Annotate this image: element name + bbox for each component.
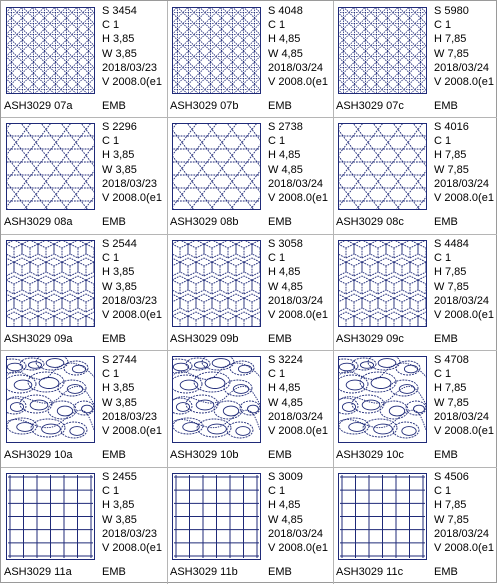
stitch-pattern-preview xyxy=(172,473,261,560)
stitch-count: S 3058 xyxy=(268,238,303,250)
stitch-count: S 2544 xyxy=(102,238,137,250)
design-version: V 2008.0(e1 xyxy=(268,425,328,437)
design-height: H 3,85 xyxy=(102,149,135,162)
design-height: H 7,85 xyxy=(434,33,467,46)
design-cell[interactable] xyxy=(333,234,497,350)
stitch-count: S 2738 xyxy=(268,121,303,133)
design-filename: ASH3029 10b xyxy=(170,449,239,461)
stitch-pattern-preview xyxy=(338,123,427,210)
design-filetype: EMB xyxy=(434,333,458,345)
design-cell[interactable] xyxy=(167,350,333,467)
stitch-pattern-preview xyxy=(338,7,427,94)
design-height: H 3,85 xyxy=(102,382,135,395)
design-date: 2018/03/23 xyxy=(102,527,158,540)
row-divider xyxy=(1,467,497,468)
design-thumbnail[interactable] xyxy=(338,123,427,210)
color-count: C 1 xyxy=(268,19,286,32)
stitch-pattern-preview xyxy=(6,240,95,327)
design-date: 2018/03/23 xyxy=(102,177,158,190)
design-version: V 2008.0(e1 xyxy=(102,309,162,321)
stitch-pattern-preview xyxy=(6,356,95,443)
design-thumbnail[interactable] xyxy=(172,123,261,210)
stitch-count: S 4506 xyxy=(434,471,469,483)
stitch-pattern-preview xyxy=(338,473,427,560)
design-height: H 7,85 xyxy=(434,266,467,279)
design-date: 2018/03/24 xyxy=(434,294,490,307)
design-cell[interactable] xyxy=(1,467,167,584)
stitch-count: S 4484 xyxy=(434,238,469,250)
design-width: W 3,85 xyxy=(102,47,137,60)
design-filetype: EMB xyxy=(102,449,126,461)
design-height: H 3,85 xyxy=(102,33,135,46)
design-filetype: EMB xyxy=(268,100,292,112)
design-date: 2018/03/23 xyxy=(102,61,158,74)
design-width: W 3,85 xyxy=(102,280,137,293)
design-height: H 4,85 xyxy=(268,33,301,46)
color-count: C 1 xyxy=(268,368,286,381)
design-height: H 4,85 xyxy=(268,149,301,162)
design-filetype: EMB xyxy=(268,333,292,345)
design-date: 2018/03/24 xyxy=(268,410,324,423)
design-version: V 2008.0(e1 xyxy=(434,192,494,204)
design-width: W 3,85 xyxy=(102,396,137,409)
design-version: V 2008.0(e1 xyxy=(434,425,494,437)
design-height: H 4,85 xyxy=(268,266,301,279)
color-count: C 1 xyxy=(102,485,120,498)
design-filetype: EMB xyxy=(268,566,292,578)
design-version: V 2008.0(e1 xyxy=(268,309,328,321)
design-date: 2018/03/24 xyxy=(268,294,324,307)
design-thumbnail[interactable] xyxy=(338,7,427,94)
design-date: 2018/03/24 xyxy=(268,527,324,540)
design-version: V 2008.0(e1 xyxy=(434,309,494,321)
design-width: W 3,85 xyxy=(102,163,137,176)
design-filetype: EMB xyxy=(434,449,458,461)
design-width: W 4,85 xyxy=(268,396,303,409)
design-filename: ASH3029 11a xyxy=(4,566,72,578)
row-divider xyxy=(1,234,497,235)
stitch-pattern-preview xyxy=(6,7,95,94)
design-thumbnail[interactable] xyxy=(338,473,427,560)
stitch-count: S 4048 xyxy=(268,5,303,17)
design-height: H 7,85 xyxy=(434,149,467,162)
stitch-count: S 2296 xyxy=(102,121,137,133)
design-date: 2018/03/24 xyxy=(268,177,324,190)
row-divider xyxy=(1,350,497,351)
design-filetype: EMB xyxy=(268,216,292,228)
color-count: C 1 xyxy=(102,19,120,32)
color-count: C 1 xyxy=(268,135,286,148)
design-thumbnail[interactable] xyxy=(6,240,95,327)
design-cell[interactable] xyxy=(1,234,167,350)
design-thumbnail[interactable] xyxy=(172,240,261,327)
design-thumbnail[interactable] xyxy=(172,7,261,94)
design-filename: ASH3029 08a xyxy=(4,216,73,228)
design-width: W 4,85 xyxy=(268,47,303,60)
design-version: V 2008.0(e1 xyxy=(102,542,162,554)
design-filename: ASH3029 07b xyxy=(170,100,239,112)
stitch-pattern-preview xyxy=(6,473,95,560)
design-width: W 7,85 xyxy=(434,163,469,176)
row-divider xyxy=(1,117,497,118)
design-version: V 2008.0(e1 xyxy=(434,542,494,554)
color-count: C 1 xyxy=(434,19,452,32)
design-date: 2018/03/24 xyxy=(268,61,324,74)
design-date: 2018/03/23 xyxy=(102,294,158,307)
design-cell[interactable] xyxy=(333,350,497,467)
design-width: W 4,85 xyxy=(268,513,303,526)
design-version: V 2008.0(e1 xyxy=(268,542,328,554)
stitch-count: S 3009 xyxy=(268,471,303,483)
stitch-pattern-preview xyxy=(338,240,427,327)
design-thumbnail[interactable] xyxy=(6,356,95,443)
stitch-pattern-preview xyxy=(172,240,261,327)
design-version: V 2008.0(e1 xyxy=(102,425,162,437)
color-count: C 1 xyxy=(268,485,286,498)
design-height: H 7,85 xyxy=(434,499,467,512)
stitch-pattern-preview xyxy=(172,123,261,210)
design-cell[interactable] xyxy=(167,117,333,234)
design-height: H 7,85 xyxy=(434,382,467,395)
design-filetype: EMB xyxy=(102,566,126,578)
column-divider xyxy=(167,1,168,584)
design-date: 2018/03/23 xyxy=(102,410,158,423)
color-count: C 1 xyxy=(434,485,452,498)
design-cell[interactable] xyxy=(333,117,497,234)
design-date: 2018/03/24 xyxy=(434,177,490,190)
design-width: W 4,85 xyxy=(268,280,303,293)
design-thumbnail[interactable] xyxy=(338,356,427,443)
design-filename: ASH3029 09b xyxy=(170,333,239,345)
design-cell[interactable] xyxy=(333,1,497,117)
design-width: W 7,85 xyxy=(434,513,469,526)
design-date: 2018/03/24 xyxy=(434,527,490,540)
design-filename: ASH3029 09a xyxy=(4,333,73,345)
color-count: C 1 xyxy=(102,368,120,381)
design-version: V 2008.0(e1 xyxy=(102,76,162,88)
design-filename: ASH3029 11b xyxy=(170,566,238,578)
design-filename: ASH3029 11c xyxy=(336,566,404,578)
design-width: W 7,85 xyxy=(434,47,469,60)
design-filename: ASH3029 08c xyxy=(336,216,404,228)
stitch-count: S 2455 xyxy=(102,471,137,483)
design-version: V 2008.0(e1 xyxy=(268,76,328,88)
design-filetype: EMB xyxy=(268,449,292,461)
color-count: C 1 xyxy=(102,135,120,148)
design-version: V 2008.0(e1 xyxy=(268,192,328,204)
stitch-count: S 3224 xyxy=(268,354,303,366)
design-cell[interactable] xyxy=(1,117,167,234)
design-version: V 2008.0(e1 xyxy=(102,192,162,204)
design-thumbnail[interactable] xyxy=(172,473,261,560)
color-count: C 1 xyxy=(434,252,452,265)
stitch-pattern-preview xyxy=(338,356,427,443)
stitch-pattern-preview xyxy=(172,7,261,94)
design-cell[interactable] xyxy=(1,1,167,117)
design-thumbnail[interactable] xyxy=(6,123,95,210)
design-cell[interactable] xyxy=(167,1,333,117)
design-width: W 3,85 xyxy=(102,513,137,526)
design-cell[interactable] xyxy=(167,467,333,584)
design-filetype: EMB xyxy=(102,216,126,228)
stitch-pattern-preview xyxy=(172,356,261,443)
design-height: H 4,85 xyxy=(268,382,301,395)
design-filename: ASH3029 09c xyxy=(336,333,404,345)
design-filename: ASH3029 07a xyxy=(4,100,73,112)
design-width: W 4,85 xyxy=(268,163,303,176)
design-filename: ASH3029 10c xyxy=(336,449,404,461)
design-filetype: EMB xyxy=(434,566,458,578)
design-height: H 3,85 xyxy=(102,499,135,512)
design-date: 2018/03/24 xyxy=(434,61,490,74)
design-cell[interactable] xyxy=(167,234,333,350)
color-count: C 1 xyxy=(268,252,286,265)
design-filename: ASH3029 08b xyxy=(170,216,239,228)
design-height: H 4,85 xyxy=(268,499,301,512)
design-filetype: EMB xyxy=(102,100,126,112)
stitch-count: S 4016 xyxy=(434,121,469,133)
design-cell[interactable] xyxy=(1,350,167,467)
design-thumbnail[interactable] xyxy=(6,473,95,560)
stitch-count: S 3454 xyxy=(102,5,137,17)
design-thumbnail[interactable] xyxy=(338,240,427,327)
color-count: C 1 xyxy=(434,368,452,381)
design-filename: ASH3029 10a xyxy=(4,449,73,461)
design-filetype: EMB xyxy=(102,333,126,345)
design-thumbnail[interactable] xyxy=(172,356,261,443)
design-width: W 7,85 xyxy=(434,396,469,409)
design-cell[interactable] xyxy=(333,467,497,584)
design-thumbnail[interactable] xyxy=(6,7,95,94)
stitch-count: S 2744 xyxy=(102,354,137,366)
design-filename: ASH3029 07c xyxy=(336,100,404,112)
design-width: W 7,85 xyxy=(434,280,469,293)
stitch-count: S 5980 xyxy=(434,5,469,17)
design-filetype: EMB xyxy=(434,100,458,112)
column-divider xyxy=(333,1,334,584)
color-count: C 1 xyxy=(434,135,452,148)
color-count: C 1 xyxy=(102,252,120,265)
design-height: H 3,85 xyxy=(102,266,135,279)
design-version: V 2008.0(e1 xyxy=(434,76,494,88)
design-filetype: EMB xyxy=(434,216,458,228)
stitch-count: S 4708 xyxy=(434,354,469,366)
stitch-pattern-preview xyxy=(6,123,95,210)
design-date: 2018/03/24 xyxy=(434,410,490,423)
